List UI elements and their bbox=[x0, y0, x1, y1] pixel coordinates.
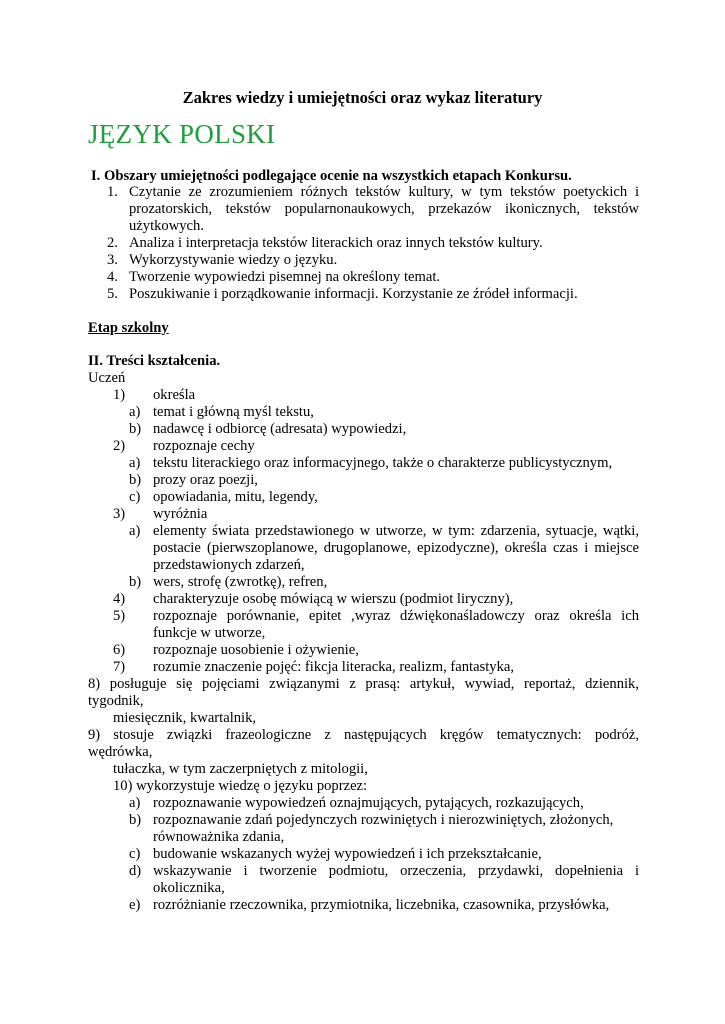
list-item-text: temat i główną myśl tekstu, bbox=[153, 404, 314, 420]
list-item-text: rozpoznaje cechy bbox=[153, 438, 255, 454]
list-item-text: wyróżnia bbox=[153, 506, 208, 522]
list-item-text: budowanie wskazanych wyżej wypowiedzeń i ich przekształcanie, bbox=[153, 846, 542, 862]
list-letter: a) bbox=[129, 795, 141, 811]
list-number: 5) bbox=[113, 608, 126, 624]
list-number: 3. bbox=[107, 252, 118, 268]
list-item-text: wskazywanie i tworzenie podmiotu, orzeczenia, przydawki, dopełnienia i bbox=[153, 863, 639, 879]
list-number: 5. bbox=[107, 286, 118, 302]
list-item-text: tułaczka, w tym zaczerpniętych z mitologii, bbox=[113, 761, 368, 777]
section-1-heading: I. Obszary umiejętności podlegające ocenie na wszystkich etapach Konkursu. bbox=[91, 168, 572, 184]
list-number: 2. bbox=[107, 235, 118, 251]
list-letter: b) bbox=[129, 421, 142, 437]
list-item-text: funkcje w utworze, bbox=[153, 625, 266, 641]
list-item-text: Analiza i interpretacja tekstów literackich oraz innych tekstów kultury. bbox=[129, 235, 543, 251]
list-item-text: określa bbox=[153, 387, 196, 403]
list-number: 3) bbox=[113, 506, 126, 522]
list-item-text: 10) wykorzystuje wiedzę o języku poprzez: bbox=[113, 778, 368, 794]
subject-heading: JĘZYK POLSKI bbox=[88, 119, 276, 149]
list-letter: b) bbox=[129, 812, 142, 828]
list-item-text: rozpoznawanie zdań pojedynczych rozwiniętych i nierozwiniętych, złożonych, bbox=[153, 812, 614, 828]
list-letter: a) bbox=[129, 523, 141, 539]
list-item-text: okolicznika, bbox=[153, 880, 225, 896]
list-item-text: opowiadania, mitu, legendy, bbox=[153, 489, 318, 505]
document-title: Zakres wiedzy i umiejętności oraz wykaz literatury bbox=[182, 88, 543, 107]
list-item-text: charakteryzuje osobę mówiącą w wierszu (podmiot liryczny), bbox=[153, 591, 514, 607]
list-item-text: prozatorskich, tekstów popularnonaukowych, przekazów ikonicznych, tekstów bbox=[129, 201, 639, 217]
list-item-text: 9) stosuje związki frazeologiczne z następujących kręgów tematycznych: podróż, bbox=[88, 727, 639, 743]
list-letter: d) bbox=[129, 863, 142, 879]
list-letter: e) bbox=[129, 897, 141, 913]
list-letter: c) bbox=[129, 846, 141, 862]
list-letter: a) bbox=[129, 404, 141, 420]
section-2-heading: II. Treści kształcenia. bbox=[88, 353, 221, 369]
stage-heading: Etap szkolny bbox=[88, 320, 169, 336]
list-letter: b) bbox=[129, 472, 142, 488]
list-item-text: rozpoznaje porównanie, epitet ,wyraz dźwiękonaśladowczy oraz określa ich bbox=[153, 608, 639, 624]
list-item-text: Poszukiwanie i porządkowanie informacji. Korzystanie ze źródeł informacji. bbox=[129, 286, 578, 302]
list-number: 2) bbox=[113, 438, 126, 454]
list-letter: c) bbox=[129, 489, 141, 505]
list-item-text: tygodnik, bbox=[88, 693, 144, 709]
list-item-text: miesięcznik, kwartalnik, bbox=[113, 710, 257, 726]
list-item-text: nadawcę i odbiorcę (adresata) wypowiedzi, bbox=[153, 421, 407, 437]
list-item-text: Wykorzystywanie wiedzy o języku. bbox=[129, 252, 338, 268]
list-item-text: 8) posługuje się pojęciami związanymi z prasą: artykuł, wywiad, reportaż, dziennik, bbox=[88, 676, 639, 692]
list-item-text: rozumie znaczenie pojęć: fikcja literacka, realizm, fantastyka, bbox=[153, 659, 514, 675]
list-number: 7) bbox=[113, 659, 126, 675]
intro-text: Uczeń bbox=[88, 370, 126, 386]
list-number: 1) bbox=[113, 387, 126, 403]
list-item-text: równoważnika zdania, bbox=[153, 829, 285, 845]
list-item-text: elementy świata przedstawionego w utworze, w tym: zdarzenia, sytuacje, wątki, bbox=[153, 523, 639, 539]
list-item-text: przedstawionych zdarzeń, bbox=[153, 557, 305, 573]
list-item-text: wędrówka, bbox=[88, 744, 153, 760]
list-number: 4. bbox=[107, 269, 118, 285]
list-item-text: Czytanie ze zrozumieniem różnych tekstów kultury, w tym tekstów poetyckich i bbox=[129, 184, 639, 200]
list-item-text: użytkowych. bbox=[129, 218, 204, 234]
list-item-text: prozy oraz poezji, bbox=[153, 472, 258, 488]
list-item-text: postacie (pierwszoplanowe, drugoplanowe, epizodyczne), określa czas i miejsce bbox=[153, 540, 639, 556]
list-item-text: Tworzenie wypowiedzi pisemnej na określony temat. bbox=[129, 269, 441, 285]
list-item-text: wers, strofę (zwrotkę), refren, bbox=[153, 574, 328, 590]
list-item-text: rozpoznawanie wypowiedzeń oznajmujących, pytających, rozkazujących, bbox=[153, 795, 584, 811]
list-number: 4) bbox=[113, 591, 126, 607]
list-letter: b) bbox=[129, 574, 142, 590]
list-item-text: rozpoznaje uosobienie i ożywienie, bbox=[153, 642, 359, 658]
list-letter: a) bbox=[129, 455, 141, 471]
list-item-text: rozróżnianie rzeczownika, przymiotnika, liczebnika, czasownika, przysłówka, bbox=[153, 897, 610, 913]
list-number: 1. bbox=[107, 184, 118, 200]
list-item-text: tekstu literackiego oraz informacyjnego, także o charakterze publicystycznym, bbox=[153, 455, 613, 471]
list-number: 6) bbox=[113, 642, 126, 658]
